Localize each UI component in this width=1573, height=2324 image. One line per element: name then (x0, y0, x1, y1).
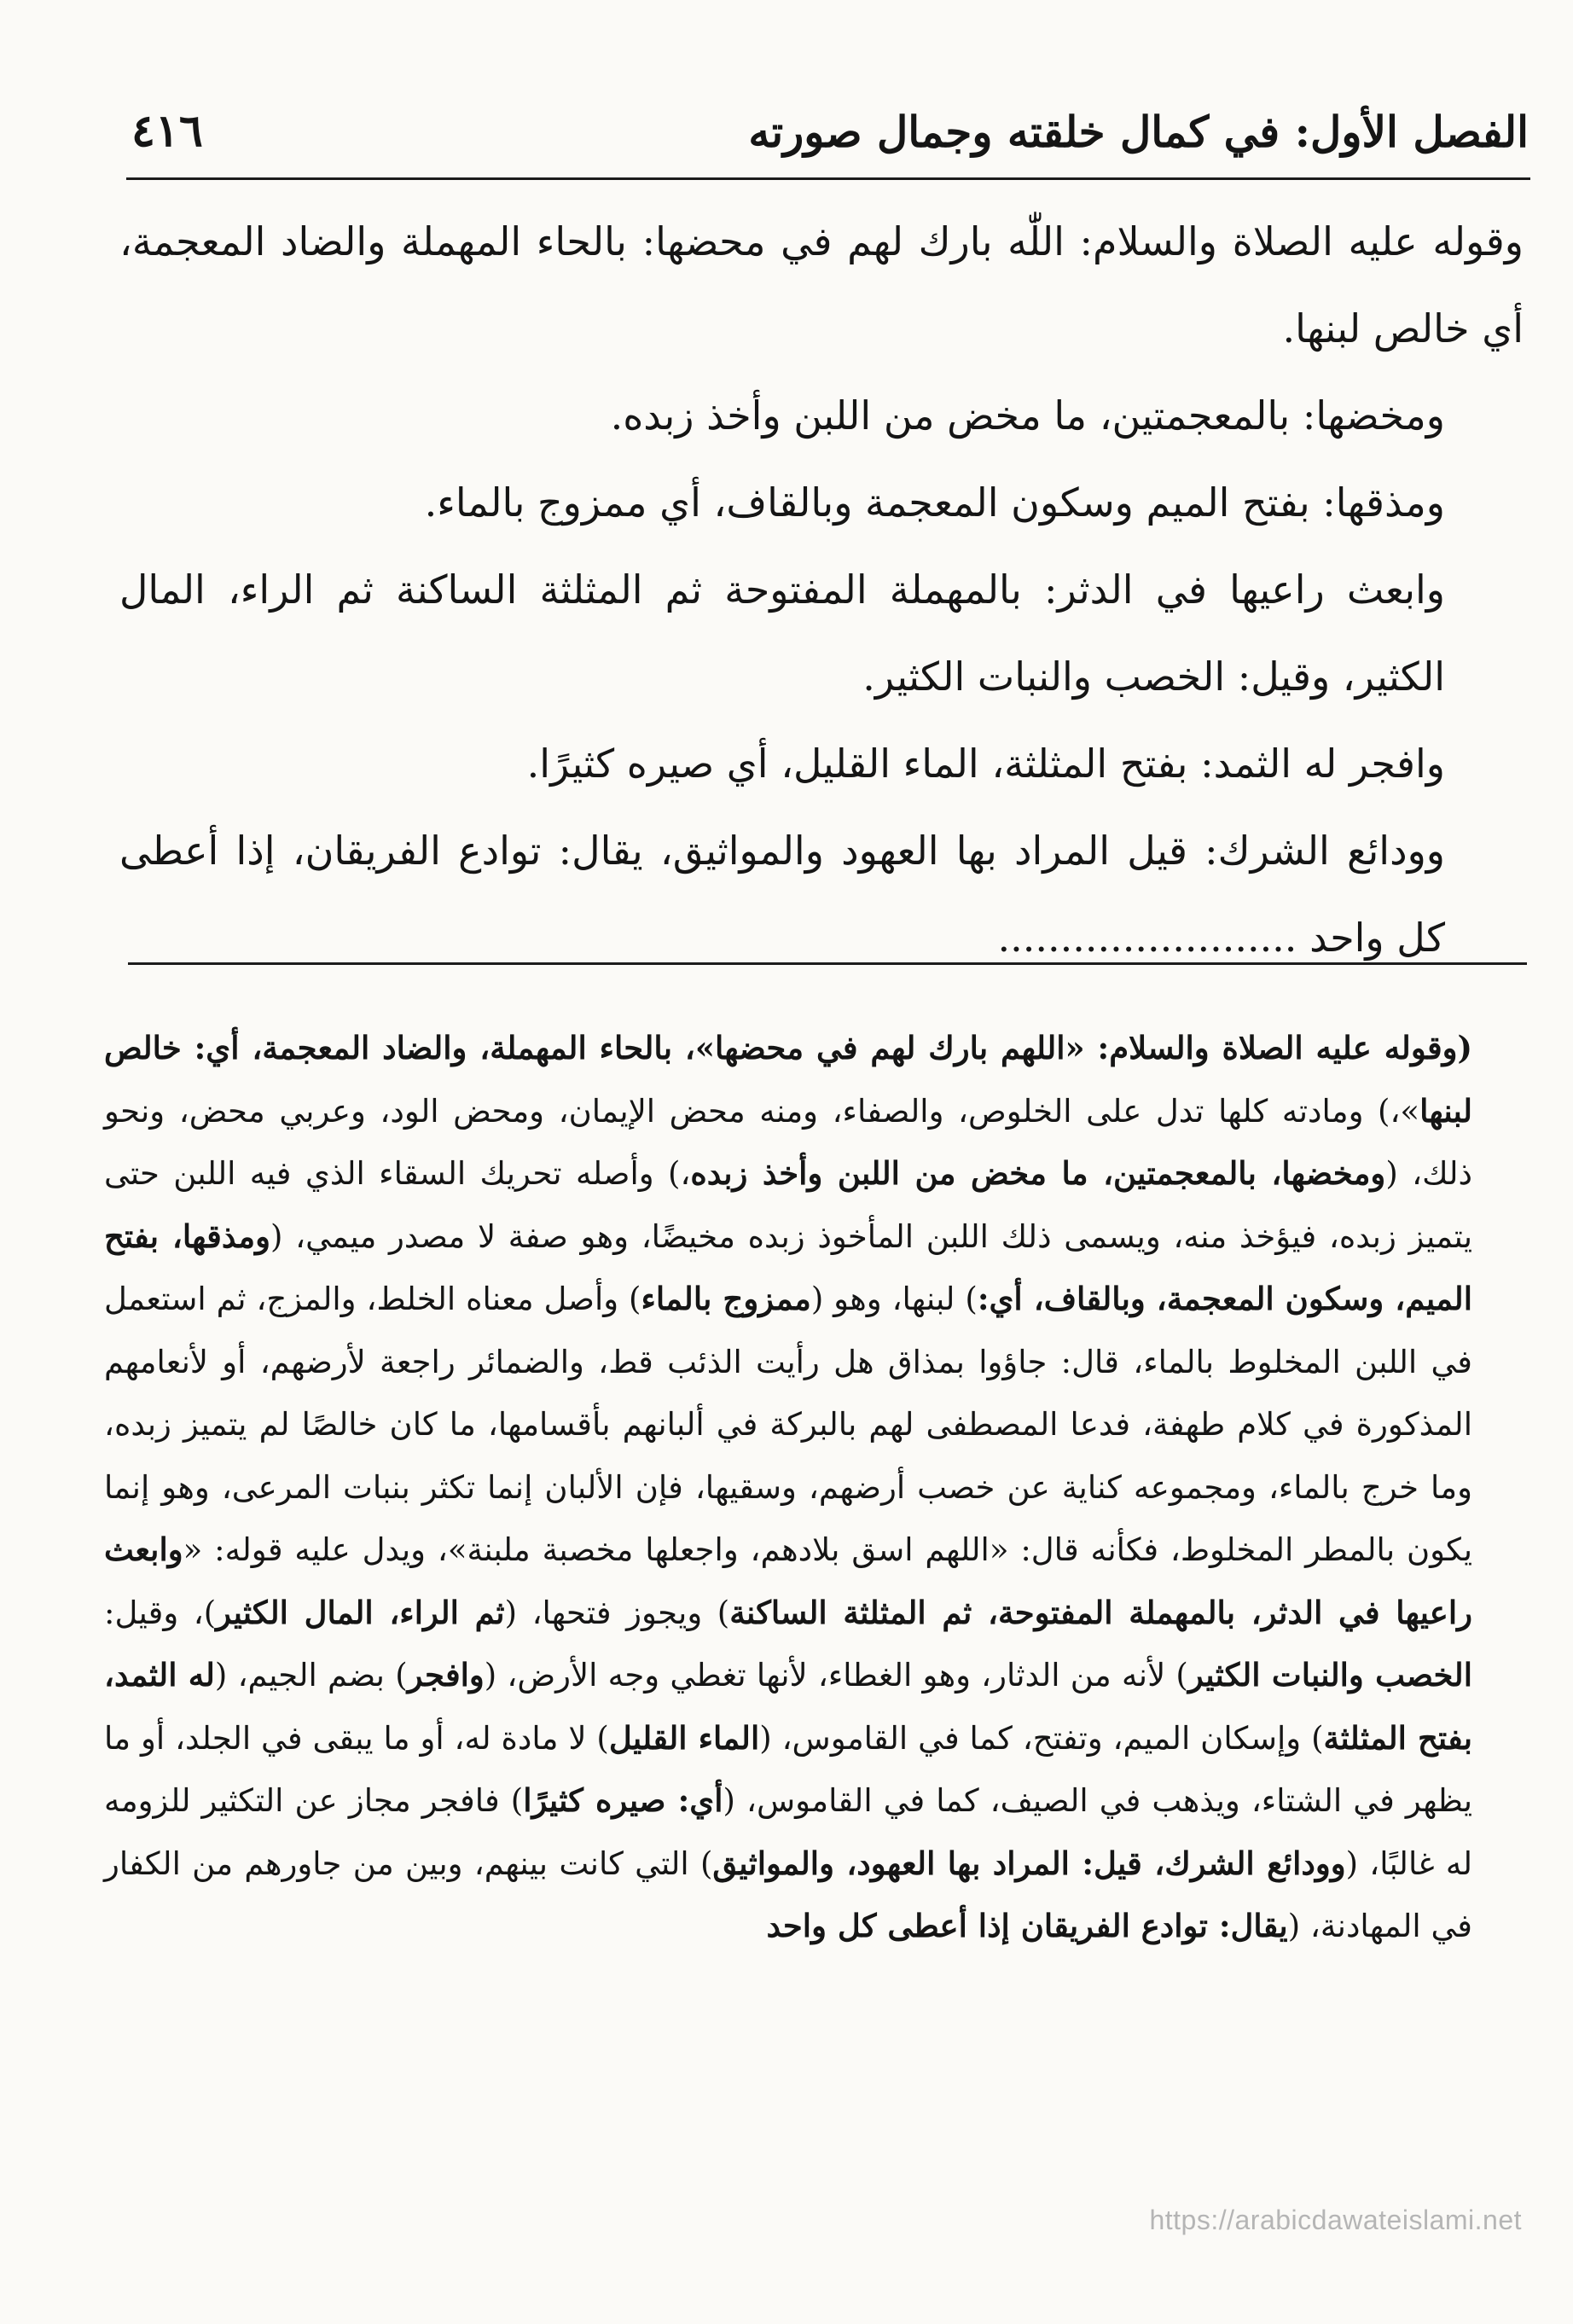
page-number: ٤١٦ (131, 105, 203, 157)
commentary-bold: (وقوله عليه الصلاة والسلام: « (1065, 1029, 1473, 1066)
commentary-bold: ومخضها، بالمعجمتين، ما مخض من اللبن وأخذ زبده (690, 1154, 1386, 1192)
commentary-bold: ثم الراء، المال الكثير (216, 1593, 505, 1631)
commentary-bold: وودائع الشرك، قيل: المراد بها العهود، والمواثيق (712, 1844, 1346, 1882)
main-text (119, 198, 1524, 981)
commentary-bold: أي: صيره كثيرًا (523, 1781, 723, 1819)
commentary-bold: »، بالحاء المهملة، والضاد المعجمة، أي: خالص لبنها (104, 1029, 1472, 1130)
commentary-bold: له الثمد، بفتح المثلثة (104, 1656, 1473, 1757)
commentary-bold: وافجر (407, 1656, 485, 1694)
commentary-text: ) وأصل معناه الخلط، والمزج، ثم استعمل في اللبن المخلوط بالماء، قال: جاؤوا بمذاق هل رأيت الذئب قط، والضمائر راجعة لأرضهم، أو لأنعامهم المذكورة في كلام طهفة، فدعا المصطفى لهم بالبركة في ألبانهم بأقسامها، ما كان خالصًا لم يتميز زبده، وما خرج بالماء، ومجموعه كناية عن خصب أرضهم، وسقيها، فإن الألبان إنما تكثر بنبات المرعى، وهو إنما يكون بالمطر المخلوط، فكأنه قال: «اللهم اسق بلادهم، واجعلها مخصبة ملبنة»، ويدل عليه قوله: « (104, 1281, 1472, 1568)
commentary-text: ) ويجوز فتحها، ( (504, 1594, 730, 1631)
commentary-text: ) وإسكان الميم، وتفتح، كما في القاموس، ( (759, 1719, 1324, 1757)
commentary-bold: ممزوج بالماء (641, 1280, 811, 1317)
main-text-line: وابعث راعيها في الدثر: بالمهملة المفتوحة ثم المثلثة الساكنة ثم الراء، المال الكثير، وقيل: الخصب والنبات الكثير. (119, 566, 1445, 700)
main-text-line: ومذقها: بفتح الميم وسكون المعجمة وبالقاف، أي ممزوج بالماء. (424, 479, 1445, 526)
commentary-paragraph (104, 1017, 1520, 1958)
commentary-bold: اللهم بارك لهم في محضها (714, 1029, 1065, 1066)
main-paragraph (119, 720, 1524, 807)
commentary-bold: ومذقها، بفتح الميم، وسكون المعجمة، وبالقاف، أي: (104, 1217, 1472, 1317)
main-text-line: وودائع الشرك: قيل المراد بها العهود والمواثيق، يقال: توادع الفريقان، إذا أعطى كل واحد (119, 828, 1445, 961)
commentary-text: ) لبنها، وهو ( (810, 1281, 978, 1317)
watermark-url: https://arabicdawateislami.net (1149, 2205, 1522, 2235)
running-title: الفصل الأول: في كمال خلقته وجمال صورته (748, 107, 1529, 157)
continuation-dots: ........................ (997, 915, 1297, 961)
commentary-text: )، وقيل: (104, 1594, 217, 1631)
commentary-text: ،) وأصله تحريك السقاء الذي فيه اللبن حتى يتميز زبده، فيؤخذ منه، ويسمى ذلك اللبن المأخوذ زبده مخيضًا، وهو صفة لا مصدر ميمي، ( (104, 1155, 1472, 1255)
commentary-bold: الخصب والنبات الكثير (1187, 1656, 1472, 1694)
commentary (104, 1017, 1520, 1958)
commentary-text: »،) ومادته كلها تدل على الخلوص، والصفاء، ومنه محض الإيمان، ومحض الود، وعربي محض، ونحو ذلك، ( (104, 1092, 1473, 1192)
main-paragraph (119, 807, 1524, 981)
commentary-bold: وابعث راعيها في الدثر، بالمهملة المفتوحة، ثم المثلثة الساكنة (104, 1531, 1472, 1631)
commentary-bold: يقال: توادع الفريقان إذا أعطى كل واحد (766, 1907, 1288, 1944)
main-paragraph (119, 198, 1524, 372)
section-divider (128, 962, 1527, 965)
running-header (128, 75, 1529, 157)
commentary-text: ) بضم الجيم، ( (214, 1657, 408, 1694)
commentary-text: ) لأنه من الدثار، وهو الغطاء، لأنها تغطي وجه الأرض، ( (484, 1657, 1188, 1694)
commentary-text: ) لا مادة له، أو ما يبقى في الجلد، أو ما يظهر في الشتاء، ويذهب في الصيف، كما في القاموس، ( (104, 1719, 1472, 1819)
main-paragraph (119, 546, 1524, 720)
header-rule (126, 177, 1530, 180)
main-text-line: وقوله عليه الصلاة والسلام: اللّٰه بارك لهم في محضها: بالحاء المهملة والضاد المعجمة، أي خالص لبنها. (119, 218, 1524, 352)
commentary-text: ) فافجر مجاز عن التكثير للزومه له غالبًا، ( (104, 1782, 1472, 1882)
main-text-line: ومخضها: بالمعجمتين، ما مخض من اللبن وأخذ زبده. (610, 392, 1445, 439)
main-paragraph (119, 372, 1524, 459)
commentary-bold: الماء القليل (608, 1718, 760, 1757)
main-paragraph (119, 459, 1524, 546)
commentary-text: ) التي كانت بينهم، وبين من جاورهم من الكفار في المهادنة، ( (104, 1845, 1472, 1944)
main-text-line: وافجر له الثمد: بفتح المثلثة، الماء القليل، أي صيره كثيرًا. (526, 741, 1445, 787)
